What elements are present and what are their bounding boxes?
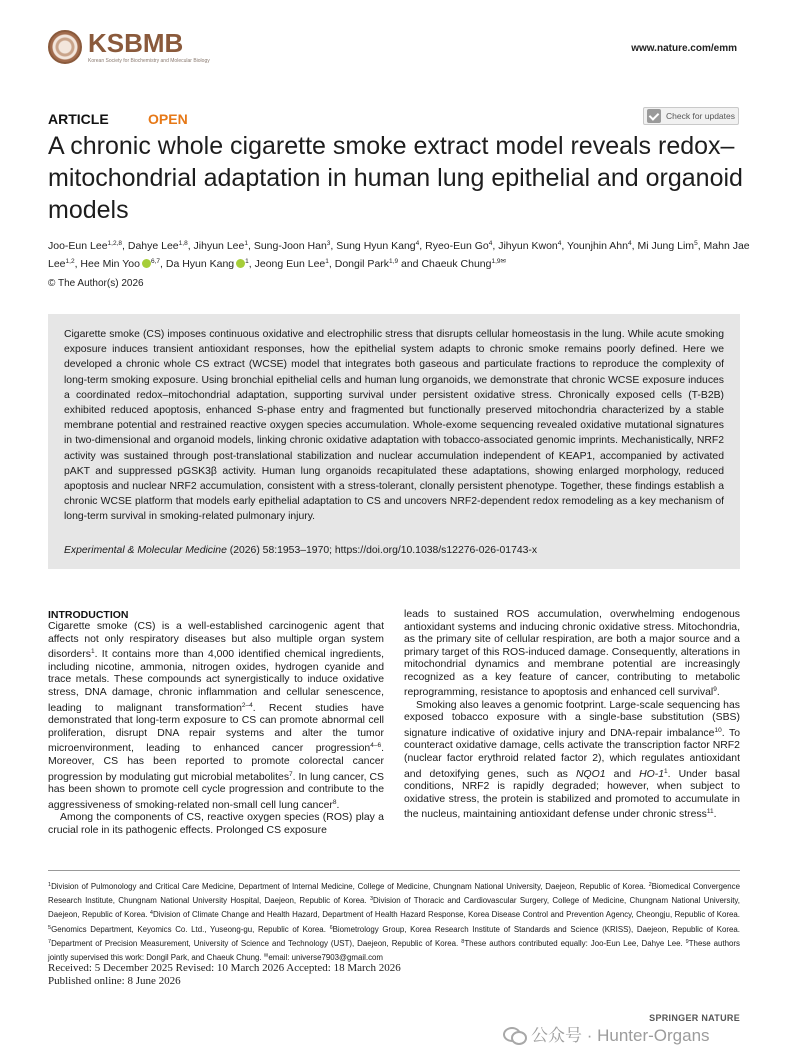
published-online: Published online: 8 June 2026: [48, 975, 181, 987]
affiliations: $^1$Division of Pulmonology and Critical Care Medicine, Department of Internal Medicine, College of Medicine, Chungnam National University, Daejeon, Republic of Korea. $^2$Biomedical Convergence Research Institute, Chungnam National University Hospital, Daejeon, Republic of Korea. $^3$Division of Thoracic and Cardiovascular Surgery, College of Medicine, Chungnam National University, Daejeon, Republic of Korea. $^4$Division of Climate Change and Health Hazard, Department of Health Hazard Response, Korea Disease Control and Prevention Agency, Cheongju, Republic of Korea. $^5$Genomics Department, Keyomics Co. Ltd., Yuseong-gu, Republic of Korea. $^6$Biometrology Group, Korea Research Institute of Standards and Science (KRISS), Daejeon, Republic of Korea. $^7$Department of Precision Measurement, University of Science and Technology (UST), Daejeon, Republic of Korea. $^8$These authors contributed equally: Joo-Eun Lee, Dahye Lee. $^9$These authors jointly supervised this work: Dongil Park, and Chaeuk Chung. ✉email: universe7903@gmail.com: [48, 882, 740, 963]
publication-dates: [48, 962, 401, 988]
orcid-icon[interactable]: [236, 259, 245, 268]
affiliation-1: Division of Pulmonology and Critical Care Medicine, Department of Internal Medicine, College of Medicine, Chungnam National University, Daejeon, Republic of Korea.: [51, 882, 646, 891]
author-affiliation: 1,9: [389, 258, 399, 265]
author-name[interactable]: Hee Min Yoo $^{6,7}$: [80, 258, 161, 270]
author-affiliation: 1,8: [178, 240, 188, 247]
checkmark-icon: [647, 109, 661, 123]
check-updates-label: Check for updates: [666, 111, 735, 121]
author-name[interactable]: Jeong Eun Lee$^1$: [254, 258, 329, 270]
author-name[interactable]: Sung Hyun Kang$^4$: [336, 240, 420, 252]
author-affiliation: 4: [557, 240, 562, 247]
orcid-icon[interactable]: [142, 259, 151, 268]
watermark-text: 公众号 · Hunter-Organs: [531, 1026, 710, 1045]
author-name[interactable]: Dongil Park$^{1,9}$: [334, 258, 399, 270]
author-name[interactable]: Ryeo-Eun Go$^4$: [425, 240, 493, 252]
author-name[interactable]: Younjhin Ahn$^4$: [567, 240, 632, 252]
author-name[interactable]: Jihyun Lee$^1$: [193, 240, 248, 252]
check-for-updates-button[interactable]: [643, 107, 739, 125]
journal-logo: [48, 28, 208, 68]
open-access-badge: OPEN: [148, 111, 188, 127]
article-type-label: ARTICLE: [48, 111, 109, 127]
paragraph: Cigarette smoke (CS) is a well-established carcinogenic agent that affects not only respiratory diseases but also multiple organ system disorders$^1$. It contains more than 4,000 identified chemical ingredients, including nicotine, ammonia, nitrogen oxides, hydrogen cyanide and trace metals. These compounds act synergistically to induce oxidative stress, DNA damage, chronic inflammation and cellular senescence, leading to malignant transformation$^{2-4}$. Recent studies have demonstrated that long-term exposure to CS can promote abnormal cell proliferation, disrupt DNA repair systems and alter the tumor microenvironment, leading to enhanced cancer progression$^{4-6}$. Moreover, CS has been reported to promote colorectal cancer progression by modulating gut microbial metabolites$^7$. In lung cancer, CS has been shown to promote cell cycle progression and contribute to the aggressiveness of smoking-related non-small cell lung cancer$^8$.: [48, 621, 384, 811]
footnote-divider: [48, 870, 740, 871]
logo-text: KSBMB: [88, 28, 184, 58]
author-affiliation: 1,2,8: [107, 240, 123, 247]
author-name[interactable]: Jihyun Kwon$^4$: [498, 240, 562, 252]
author-affiliation: 4: [488, 240, 493, 247]
citation-line: [64, 545, 537, 556]
abstract-text: Cigarette smoke (CS) imposes continuous oxidative and electrophilic stress that disrupts cellular homeostasis in the lung. While acute smoking exposure induces transient antioxidant responses, how the epithelial system adapts to chronic smoke remains poorly defined. Here we developed a chronic whole CS extract (WCSE) model that integrates both gaseous and particulate fractions to reproduce the complexity of long-term smoking exposure. Using bronchial epithelial cells and human lung organoids, we demonstrate that chronic WCSE exposure induces a coordinated redox–mitochondrial adaptation, supporting survival under persistent oxidative stress. Chronically exposed cells (T-B2B) exhibited reduced apoptosis, enhanced S-phase entry and fragmented but functionally preserved mitochondria characterized by a stable membrane potential and restrained reactive oxygen species accumulation. Whole-exome sequencing revealed oxidative mutational signatures in two-dimensional and organoid models, linking chronic oxidative adaptation with tobacco-associated genomic imprints. Mechanistically, NRF2 activity was sustained through post-translational stabilization and nuclear accumulation independent of KEAP1, accompanied by activated pAKT and suppressed pGSK3β activity. Human lung organoids recapitulated these adaptations, showing enlarged morphology, reduced apoptosis and nuclear NRF2 accumulation, consistent with a stress-tolerant, clonally persistent phenotype. Together, these findings establish a chronic WCSE platform that models early epithelial adaptation to CS and uncovers NRF2-dependent redox remodeling as a key mechanism of long-term survival in smoking-related pulmonary injury.: [64, 329, 724, 523]
ksbmb-logo-icon: [48, 30, 82, 64]
paragraph: leads to sustained ROS accumulation, overwhelming endogenous antioxidant systems and inducing chronic oxidative stress. Mitochondria, as the primary site of cellular respiration, are both a major source and a primary target of this ROS-induced damage. Consequently, alterations in mitochondrial dynamics and membrane potential are increasingly recognized as a key feature of cancer, contributing to metabolic reprogramming, resistance to apoptosis and enhanced cell survival$^9$.: [404, 609, 740, 699]
citation-journal: Experimental & Molecular Medicine: [64, 545, 227, 556]
introduction-heading: INTRODUCTION: [48, 609, 129, 621]
author-affiliation: 5: [694, 240, 698, 247]
author-name[interactable]: Mi Jung Lim$^5$: [637, 240, 698, 252]
article-title: A chronic whole cigarette smoke extract model reveals redox–mitochondrial adaptation in human lung epithelial and organoid models: [48, 132, 743, 224]
author-name[interactable]: Joo-Eun Lee$^{1,2,8}$: [48, 240, 123, 252]
author-list: Joo-Eun Lee$^{1,2,8}$, Dahye Lee$^{1,8}$, Jihyun Lee$^1$, Sung-Joon Han$^3$, Sung Hyun Kang$^4$, Ryeo-Eun Go$^4$, Jihyun Kwon$^4$, Younjhin Ahn$^4$, Mi Jung Lim$^5$, Mahn Jae Lee$^{1,2}$, Hee Min Yoo $^{6,7}$, Da Hyun Kang $^1$, Jeong Eun Lee$^1$, Dongil Park$^{1,9}$ and Chaeuk Chung$^{1,9✉}$: [48, 240, 750, 270]
received-revised-accepted: Received: 5 December 2025 Revised: 10 March 2026 Accepted: 18 March 2026: [48, 962, 401, 974]
publisher-logo: SPRINGER NATURE: [649, 1013, 740, 1023]
author-affiliation: 1: [244, 240, 248, 247]
author-name[interactable]: Dahye Lee$^{1,8}$: [127, 240, 188, 252]
author-affiliation: 3: [326, 240, 331, 247]
author-affiliation: 1,9✉: [491, 258, 506, 265]
author-affiliation: 1: [245, 258, 249, 265]
logo-subtext: Korean Society for Biochemistry and Molecular Biology: [88, 58, 210, 64]
wechat-watermark: [503, 1021, 710, 1046]
author-affiliation: 1: [325, 258, 329, 265]
paragraph: Among the components of CS, reactive oxygen species (ROS) play a crucial role in its pathogenic effects. Prolonged CS exposure: [48, 812, 384, 836]
author-name[interactable]: Chaeuk Chung$^{1,9✉}$: [421, 258, 506, 270]
author-affiliation: 4: [627, 240, 632, 247]
body-column-left: [48, 621, 384, 838]
author-name[interactable]: Sung-Joon Han$^3$: [253, 240, 331, 252]
author-affiliation: 4: [415, 240, 420, 247]
author-name[interactable]: Mahn Jae Lee$^{1,2}$: [48, 240, 750, 270]
author-affiliation: 1,2: [65, 258, 75, 265]
citation-details: (2026) 58:1953–1970; https://doi.org/10.1038/s12276-026-01743-x: [226, 545, 538, 556]
author-affiliation: 6,7: [150, 258, 161, 265]
wechat-icon: [503, 1025, 525, 1043]
author-name[interactable]: Da Hyun Kang $^1$: [165, 258, 249, 270]
paragraph: Smoking also leaves a genomic footprint. Large-scale sequencing has exposed tobacco exposure with a single-base substitution (SBS) signature indicative of oxidative injury and DNA-repair imbalance$^{10}$. To counteract oxidative damage, cells activate the transcription factor NRF2 (nuclear factor erythroid related factor 2), which regulates antioxidant and detoxifying genes, such as NQO1 and HO-1$^1$. Under basal conditions, NRF2 is rapidly degraded; however, when subject to oxidative stress, the protein is stabilized and promoted to accumulate in the nucleus, maintaining antioxidant defense under chronic stress$^{11}$.: [404, 699, 741, 821]
body-column-right: [404, 609, 740, 822]
copyright-notice: © The Author(s) 2026: [48, 278, 144, 289]
journal-url-link[interactable]: www.nature.com/emm: [631, 43, 737, 54]
